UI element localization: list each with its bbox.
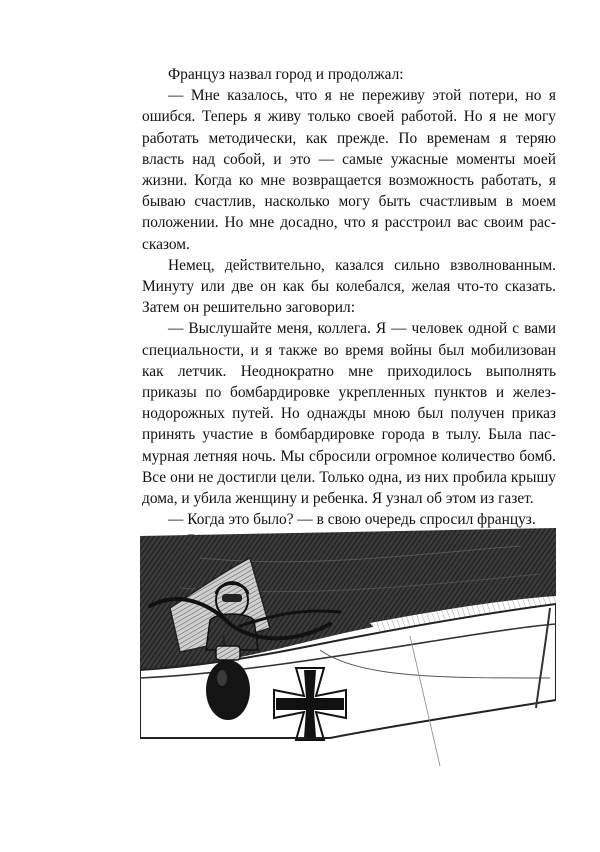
airplane-illustration <box>140 528 556 768</box>
paragraph-4: — Выслушайте меня, коллега. Я — человек одной с вами специальности, и я также во время войны был мобилизован как летчик. Неоднократно мне приходилось выполнять приказы по бомбардировке укрепленных пунктов и железнодорожных путей. Но однажды мною был получен приказ принять участие в бомбардировке города в тылу. Была пасмурная летняя ночь. Мы сбросили огромное количество бомб. Все они не достигли цели. Только одна, из них пробила крышу дома, и убила женщину и ребенка. Я узнал об этом из газет. <box>142 320 556 508</box>
paragraph-5: — Когда это было? — в свою очередь спросил француз. <box>168 511 536 529</box>
paragraph-1: Француз назвал город и продолжал: <box>168 66 404 83</box>
paragraph-2: — Мне казалось, что я не переживу этой потери, но я ошибся. Теперь я живу только своей работой. Но я не могу работать методически, как прежде. По временам я теряю власть над собой, и это — самые ужасные моменты моей жизни. Когда ко мне возвращается возможность работать, я бываю счастлив, насколько могу быть счастливым в моем положении. Но мне досадно, что я расстроил вас своим рассказом. <box>142 87 556 253</box>
paragraph-3: Немец, действительно, казался сильно взволнованным. Минуту или две он как бы колебался, желая что-то сказать. Затем он решительно заговорил: <box>142 256 556 317</box>
page-text <box>142 64 556 552</box>
